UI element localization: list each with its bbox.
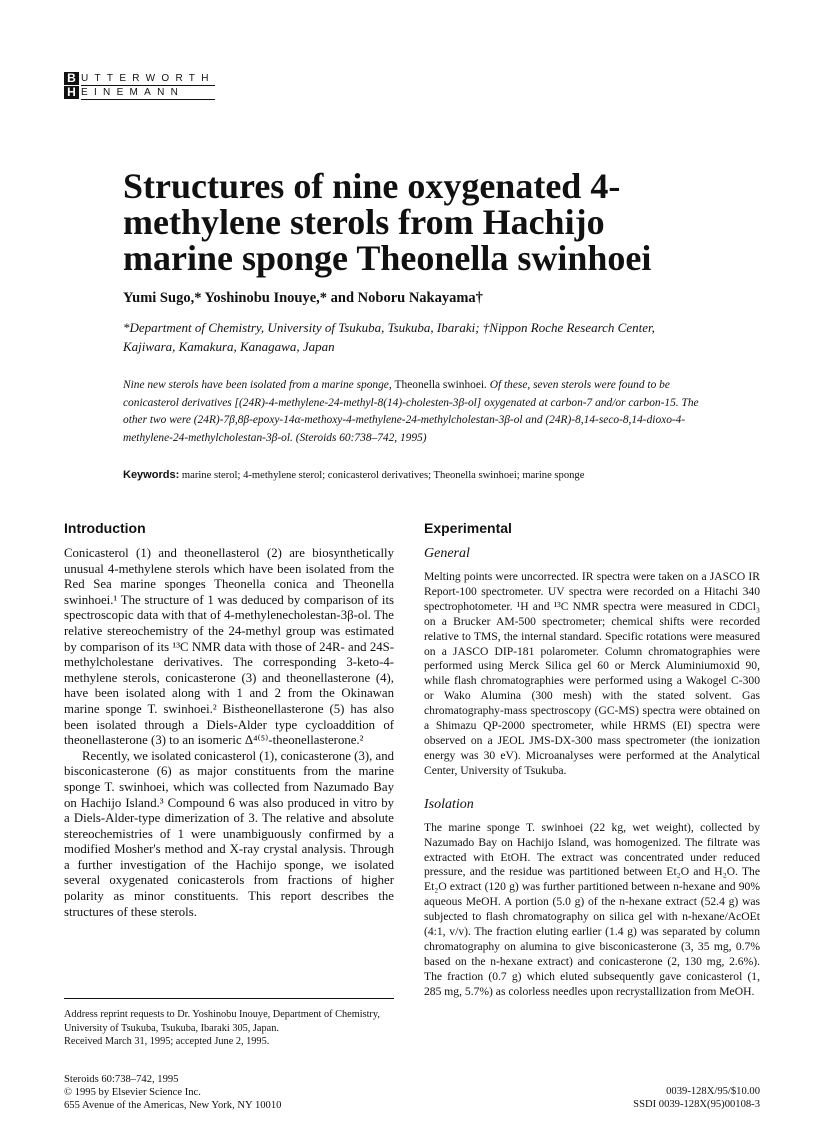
logo-line-1: UTTERWORTH (81, 73, 215, 84)
paper-title: Structures of nine oxygenated 4-methylene sterols from Hachijo marine sponge Theonella swinhoei (123, 166, 652, 278)
footnote-divider (64, 998, 394, 999)
footer-right (600, 1085, 760, 1111)
abstract-part-2: . Of these, seven sterols were found to be conicasterol derivatives [(24R)-4-methylene-24-methyl-8(14)-cholesten-3β-ol] oxygenated at carbon-7 and/or carbon-15. The other two were (24R)-7β,8β-epoxy-14α-methoxy-4-methylene-24-methylcholestan-3β-ol and (24R)-8,14-seco-8,14-dioxo-4-methylene-24-methylcholestan-3β-ol. (123, 379, 699, 444)
footer-left (64, 1073, 281, 1113)
logo-line-2: EINEMANN (81, 86, 215, 100)
introduction-column (64, 520, 394, 920)
isolation-heading: Isolation (424, 796, 474, 812)
copyright: © 1995 by Elsevier Science Inc. (64, 1087, 201, 1099)
experimental-heading: Experimental (424, 520, 512, 536)
abstract-part-1: Nine new sterols have been isolated from a marine sponge, (123, 379, 395, 391)
isolation-paragraph: The marine sponge T. swinhoei (22 kg, wet weight), collected by Nazumado Bay on Hachijo Island, was homogenized. The filtrate was extracted with EtOH. The extract was concentrated under reduced pressure, and the residue was partitioned between Et₂O and H₂O. The Et₂O extract (120 g) was further partitioned between n-hexane and 90% aqueous MeOH. A portion (5.0 g) of the n-hexane extract (52.4 g) was subjected to flash chromatography on silica gel with n-hexane/AcOEt (4:1, v/v). The fraction eluting earlier (1.4 g) was separated by column chromatography on alumina to give bisconicasterone (3, 35 mg, 0.7% based on the n-hexane extract) and conicasterone (2, 130 mg, 2.6%). The fraction (0.7 g) which eluted subsequently gave conicasterol (1, 285 mg, 5.7%) as colorless needles upon recrystallization from MeOH. (424, 820, 760, 998)
keywords (123, 469, 723, 481)
abstract-organism: Theonella swinhoei (394, 379, 485, 391)
keywords-label: Keywords: (123, 469, 180, 481)
footnote-address: Address reprint requests to Dr. Yoshinobu Inouye, Department of Chemistry, University of Tsukuba, Tsukuba, Ibaraki 305, Japan. (64, 1009, 380, 1034)
ssdi: SSDI 0039-128X(95)00108-3 (633, 1099, 760, 1111)
publisher-address: 655 Avenue of the Americas, New York, NY 10010 (64, 1100, 282, 1112)
introduction-paragraph-2: Recently, we isolated conicasterol (1), conicasterone (3), and bisconicasterone (6) as major constituents from the marine sponge T. swinhoei, which was collected from Nazumado Bay on Hachijo Island.³ Compound 6 was also produced in vitro by a Diels-Alder-type dimerization of 3. The relative and absolute stereochemistries of 1 were unambiguously confirmed by a modified Mosher's method and X-ray crystal analysis. Through a further investigation of the Hachijo sponge, we isolated several oxygenated conicasterols from fractions of higher polarity as minor constituents. This report describes the structures of these sterols. (64, 748, 394, 919)
footnote-dates: Received March 31, 1995; accepted June 2, 1995. (64, 1036, 270, 1047)
abstract (123, 377, 711, 447)
logo-letter-b: B (64, 72, 79, 85)
introduction-heading: Introduction (64, 520, 146, 536)
general-paragraph: Melting points were uncorrected. IR spectra were taken on a JASCO IR Report-100 spectrometer. UV spectra were recorded on a Hitachi 340 spectrophotometer. ¹H and ¹³C NMR spectra were measured in CDCl₃ on a Brucker AM-500 spectrometer; chemical shifts were recorded relative to TMS, the internal standard. Specific rotations were measured on a JASCO DIP-181 polarometer. Column chromatographies were performed using Merck Silica gel 60 or Merck Aluminiumoxid 90, while flash chromatographies were performed using a Wakogel C-300 or Wako Alumina (300 mesh) with the stated solvent. Gas chromatography-mass spectroscopy (GC-MS) spectra were obtained on a Shimazu QP-2000 spectrometer, while HRMS (EI) spectra were observed on a JEOL JMS-DX-300 mass spectrometer (the ionization energy was 30 eV). Microanalyses were performed at the Analytical Center, University of Tsukuba. (424, 570, 760, 777)
publisher-logo (64, 72, 215, 100)
affiliation: *Department of Chemistry, University of Tsukuba, Tsukuba, Ibaraki; †Nippon Roche Research Center, Kajiwara, Kamakura, Kanagawa, Japan (123, 320, 655, 354)
general-heading: General (424, 546, 470, 561)
journal-citation: Steroids 60:738–742, 1995 (64, 1074, 179, 1085)
introduction-paragraph-1: Conicasterol (1) and theonellasterol (2) are biosynthetically unusual 4-methylene sterols which have been isolated from the Red Sea marine sponges Theonella conica and Theonella swinhoei.¹ The structure of 1 was deduced by comparison of its spectroscopic data with that of 4-methylenecholestan-3β-ol. The relative stereochemistry of the 24-methyl group was estimated by comparison of its ¹³C NMR data with those of 24R- and 24S-methylcholestane derivatives. The corresponding 3-keto-4-methylene sterols, conicasterone (3) and theonellasterone (4), have been isolated along with 1 and 2 from the Okinawan marine sponge T. swinhoei.² Bistheonellasterone (5) has also been isolated through a Diels-Alder type cycloaddition of theonellasterone (3) to an isomeric Δ⁴⁽⁵⁾-theonellasterone.² (64, 546, 394, 748)
abstract-citation: (Steroids 60:738–742, 1995) (295, 431, 427, 444)
footnote (64, 1008, 399, 1049)
logo-letter-h: H (64, 86, 79, 99)
authors: Yumi Sugo,* Yoshinobu Inouye,* and Noboru Nakayama† (123, 290, 483, 306)
experimental-column (424, 520, 760, 1000)
keywords-text: marine sterol; 4-methylene sterol; conicasterol derivatives; Theonella swinhoei; marine sponge (179, 470, 585, 481)
issn: 0039-128X/95/$10.00 (666, 1086, 760, 1097)
